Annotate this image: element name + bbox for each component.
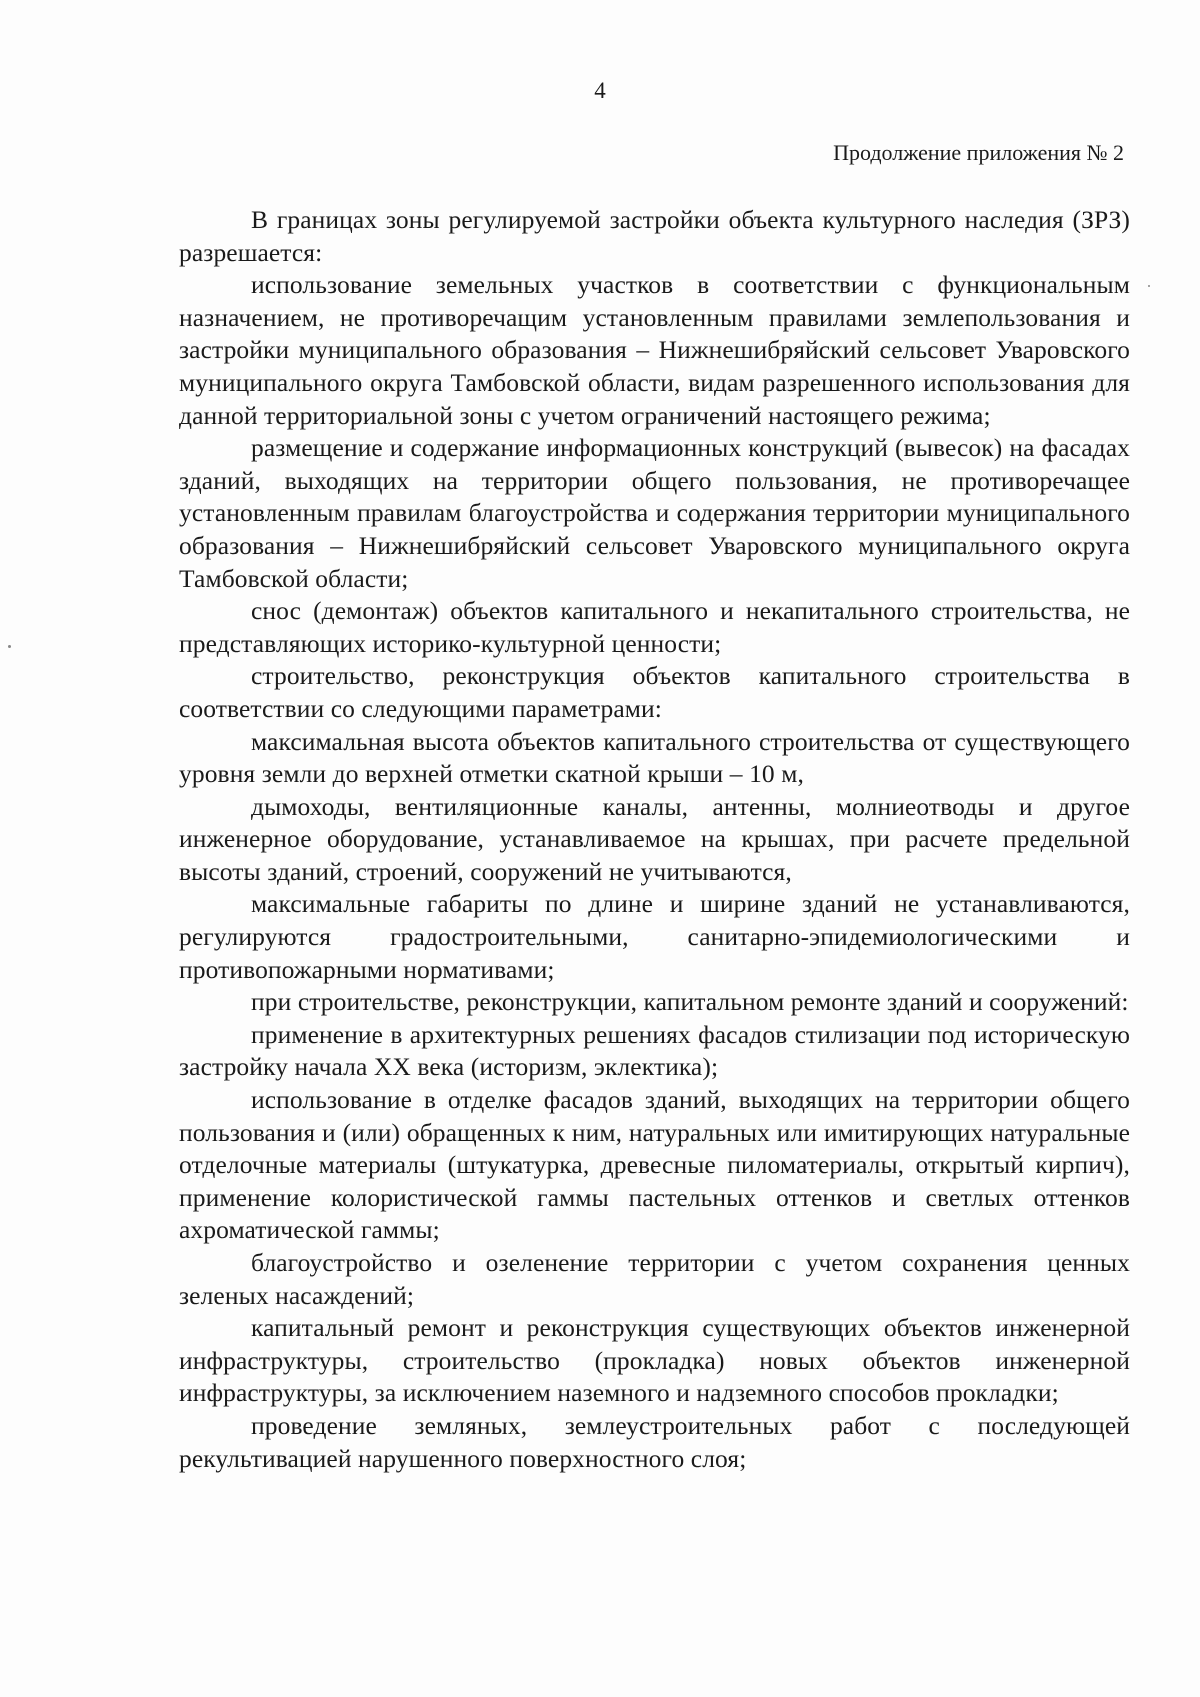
paragraph-land-use: использование земельных участков в соответствии с функциональным назначением, не противоречащим установленным правилами землепользования и застройки муниципального образования – Нижнешибряйский сельсовет Уваровского муниципального округа Тамбовской области, видам разрешенного использования для данной территориальной зоны с учетом ограничений настоящего режима; xyxy=(179,270,1130,430)
document-body xyxy=(179,204,1130,1475)
appendix-continuation-note: Продолжение приложения № 2 xyxy=(833,140,1124,165)
paragraph-infrastructure: капитальный ремонт и реконструкция существующих объектов инженерной инфраструктуры, строительство (прокладка) новых объектов инженерной инфраструктуры, за исключением наземного и надземного способов прокладки; xyxy=(179,1313,1130,1408)
paragraph-max-height: максимальная высота объектов капитального строительства от существующего уровня земли до верхней отметки скатной крыши – 10 м, xyxy=(179,726,1130,789)
page-number: 4 xyxy=(594,78,606,103)
paragraph-roof-equipment: дымоходы, вентиляционные каналы, антенны, молниеотводы и другое инженерное оборудование, устанавливаемое на крышах, при расчете предельной высоты зданий, строений, сооружений не учитываются, xyxy=(179,791,1130,886)
paragraph-signage: размещение и содержание информационных конструкций (вывесок) на фасадах зданий, выходящих на территории общего пользования, не противоречащее установленным правилам благоустройства и содержания территории муниципального образования – Нижнешибряйский сельсовет Уваровского муниципального округа Тамбовской области; xyxy=(179,433,1130,593)
paragraph-construction: строительство, реконструкция объектов капитального строительства в соответствии со следующими параметрами: xyxy=(179,661,1130,723)
paragraph-landscaping: благоустройство и озеленение территории с учетом сохранения ценных зеленых насаждений; xyxy=(179,1248,1130,1310)
paragraph-repair-conditions: при строительстве, реконструкции, капитальном ремонте зданий и сооружений: xyxy=(251,987,1129,1017)
paragraph-intro: В границах зоны регулируемой застройки объекта культурного наследия (ЗРЗ) разрешается: xyxy=(179,205,1130,267)
paragraph-earthworks: проведение земляных, землеустроительных работ с последующей рекультивацией нарушенного поверхностного слоя; xyxy=(179,1410,1130,1473)
paragraph-max-dimensions: максимальные габариты по длине и ширине зданий не устанавливаются, регулируются градостроительными, санитарно-эпидемиологическими и противопожарными нормативами; xyxy=(179,889,1130,984)
paragraph-facade-materials: использование в отделке фасадов зданий, выходящих на территории общего пользования и (или) обращенных к ним, натуральных или имитирующих натуральные отделочные материалы (штукатурка, древесные пиломатериалы, открытый кирпич), применение колористической гаммы пастельных оттенков и светлых оттенков ахроматической гаммы; xyxy=(179,1085,1130,1245)
scan-speck xyxy=(1148,285,1150,287)
scan-speck xyxy=(8,645,11,648)
paragraph-demolition: снос (демонтаж) объектов капитального и некапитального строительства, не представляющих историко-культурной ценности; xyxy=(179,596,1130,658)
paragraph-facade-style: применение в архитектурных решениях фасадов стилизации под историческую застройку начала XX века (историзм, эклектика); xyxy=(179,1019,1130,1082)
